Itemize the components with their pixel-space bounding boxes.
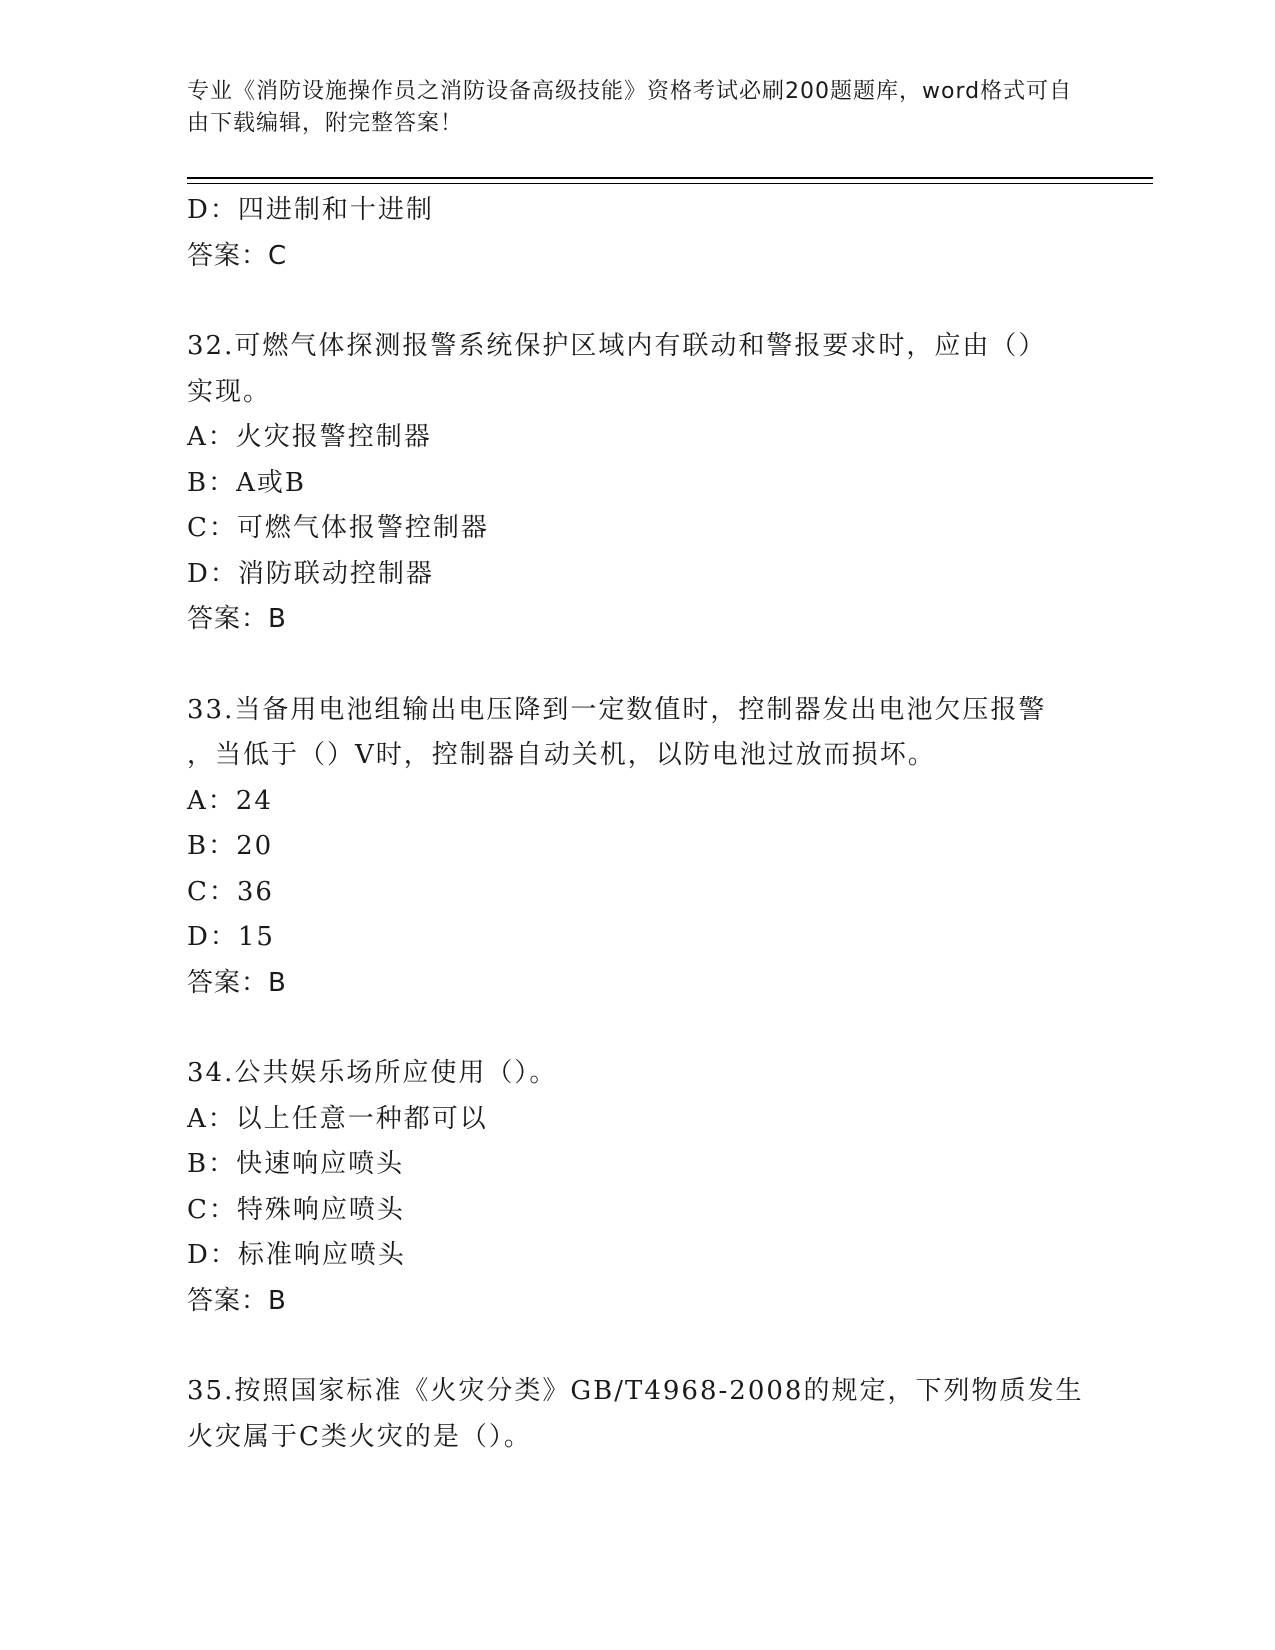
question-stem: 33.当备用电池组输出电压降到一定数值时，控制器发出电池欠压报警 <box>187 694 1047 725</box>
option-a: A：24 <box>187 785 273 816</box>
spacer <box>187 279 1087 324</box>
option-b: B：快速响应喷头 <box>187 1149 405 1179</box>
question-32 <box>187 324 1087 643</box>
answer-line: 答案：B <box>187 1285 287 1316</box>
question-stem: 火灾属于C类火灾的是（）。 <box>187 1421 532 1452</box>
option-c: C：可燃气体报警控制器 <box>187 513 489 543</box>
question-34 <box>187 1051 1087 1324</box>
question-stem: 实现。 <box>187 376 272 407</box>
option-b: B：20 <box>187 831 274 861</box>
option-a: A：火灾报警控制器 <box>187 422 432 452</box>
option-c: C：特殊响应喷头 <box>187 1194 405 1225</box>
header-divider-thick <box>187 177 1153 179</box>
option-d: D：标准响应喷头 <box>187 1240 406 1270</box>
spacer <box>187 1324 1087 1369</box>
question-35 <box>187 1369 1087 1460</box>
question-list <box>187 188 1087 1460</box>
question-stem: 34.公共娱乐场所应使用（）。 <box>187 1058 558 1088</box>
option-c: C：36 <box>187 876 274 907</box>
option-b: B：A或B <box>187 467 306 498</box>
document-header: 专业《消防设施操作员之消防设备高级技能》资格考试必刷200题题库，word格式可自由下载编辑，附完整答案！ <box>187 79 1073 136</box>
header-divider-thin <box>187 183 1153 184</box>
question-33 <box>187 688 1087 1007</box>
spacer <box>187 1006 1087 1051</box>
answer-line: 答案：B <box>187 604 287 634</box>
option-a: A：以上任意一种都可以 <box>187 1103 488 1134</box>
question-stem: ，当低于（）V时，控制器自动关机，以防电池过放而损坏。 <box>187 740 936 770</box>
answer-line: 答案：B <box>187 967 287 998</box>
option-d: D：15 <box>187 922 275 952</box>
spacer <box>187 643 1087 688</box>
question-stem: 35.按照国家标准《火灾分类》GB/T4968-2008的规定，下列物质发生 <box>187 1376 1084 1406</box>
option-d: D：消防联动控制器 <box>187 558 434 589</box>
question-stem: 32.可燃气体探测报警系统保护区域内有联动和警报要求时，应由（） <box>187 331 1047 361</box>
option-d: D：四进制和十进制 <box>187 195 434 225</box>
question-31-tail <box>187 188 1087 279</box>
answer-line: 答案：C <box>187 240 288 271</box>
